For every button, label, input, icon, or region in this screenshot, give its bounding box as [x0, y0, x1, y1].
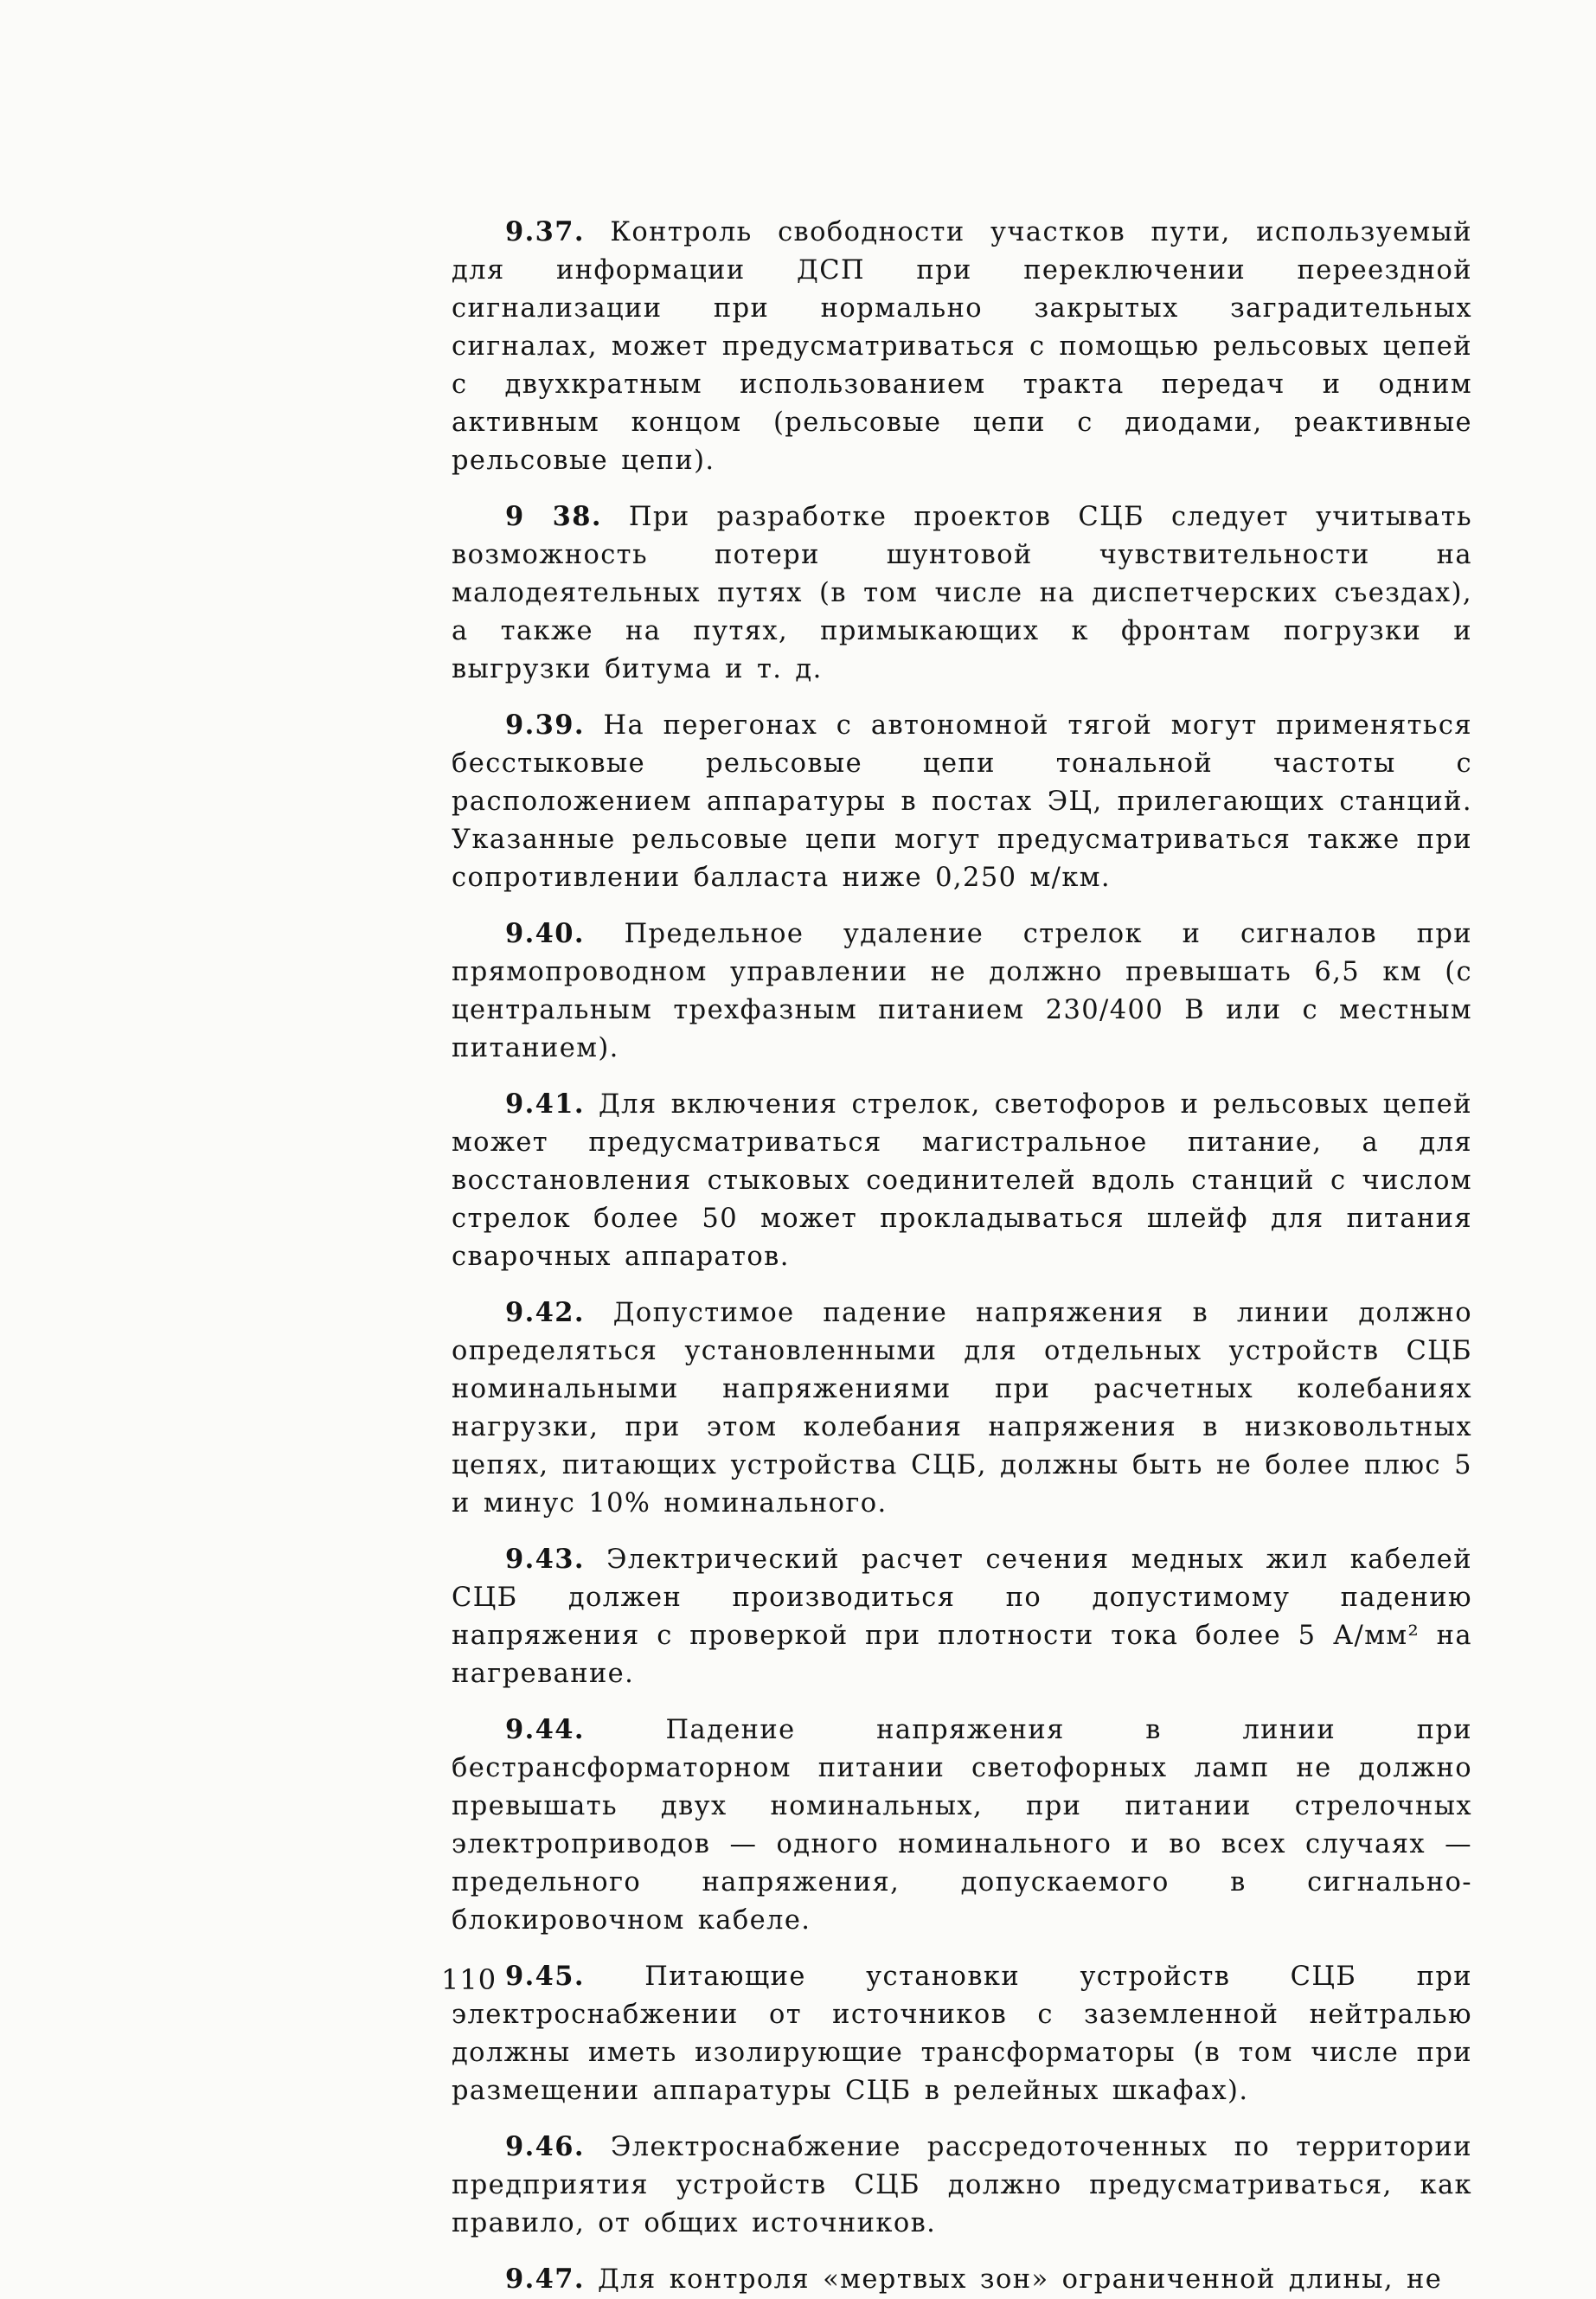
- page-number: 110: [441, 1963, 497, 1996]
- paragraph-9-42: [452, 1294, 1472, 1523]
- paragraph-number: 9.42.: [505, 1297, 585, 1328]
- paragraph-text: При разработке проектов СЦБ следует учитывать возможность потери шунтовой чувствительности на малодеятельных путях (в том числе на диспетчерских съездах), а также на путях, примыкающих к фронтам погрузки и выгрузки битума и т. д.: [452, 502, 1472, 684]
- paragraph-number: 9.47.: [505, 2264, 585, 2295]
- paragraph-9-46: [452, 2128, 1472, 2243]
- paragraph-text: Допустимое падение напряжения в линии должно определяться установленными для отдельных устройств СЦБ номинальными напряжениями при расчетных колебаниях нагрузки, при этом колебания напряжения в низковольтных цепях, питающих устройства СЦБ, должны быть не более плюс 5 и минус 10% номинального.: [452, 1298, 1472, 1519]
- paragraph-number: 9.39.: [505, 710, 585, 741]
- paragraph-9-40: [452, 915, 1472, 1068]
- paragraph-number: 9.40.: [505, 918, 585, 949]
- paragraph-9-39: [452, 706, 1472, 897]
- paragraph-text: Питающие установки устройств СЦБ при электроснабжении от источников с заземленной нейтралью должны иметь изолирующие трансформаторы (в том числе при размещении аппаратуры СЦБ в релейных шкафах).: [452, 1962, 1472, 2106]
- paragraph-number: 9.43.: [505, 1544, 585, 1575]
- paragraph-9-37: [452, 213, 1472, 480]
- paragraph-9-44: [452, 1711, 1472, 1940]
- paragraph-number: 9.41.: [505, 1088, 585, 1120]
- paragraph-9-38: [452, 498, 1472, 689]
- paragraph-text: На перегонах с автономной тягой могут применяться бесстыковые рельсовые цепи тональной частоты с расположением аппаратуры в постах ЭЦ, прилегающих станций. Указанные рельсовые цепи могут предусматриваться также при сопротивлении балласта ниже 0,250 м/км.: [452, 710, 1472, 893]
- paragraph-text: Электрический расчет сечения медных жил кабелей СЦБ должен производиться по допустимому падению напряжения с проверкой при плотности тока более 5 А/мм² на нагревание.: [452, 1544, 1472, 1689]
- paragraph-text: Предельное удаление стрелок и сигналов при прямопроводном управлении не должно превышать 6,5 км (с центральным трехфазным питанием 230/400 В или с местным питанием).: [452, 919, 1472, 1063]
- paragraph-number: 9.46.: [505, 2131, 585, 2162]
- paragraph-text: Электроснабжение рассредоточенных по территории предприятия устройств СЦБ должно предусматриваться, как правило, от общих источников.: [452, 2132, 1472, 2238]
- paragraph-text: Падение напряжения в линии при бестрансформаторном питании светофорных ламп не должно превышать двух номинальных, при питании стрелочных электроприводов — одного номинального и во всех случаях — предельного напряжения, допускаемого в сигнально-блокировочном кабеле.: [452, 1715, 1472, 1936]
- paragraph-9-47: [452, 2260, 1472, 2299]
- paragraph-number: 9.45.: [505, 1961, 585, 1992]
- paragraph-text: Для включения стрелок, светофоров и рельсовых цепей может предусматриваться магистральное питание, а для восстановления стыковых соединителей вдоль станций с числом стрелок более 50 может прокладываться шлейф для питания сварочных аппаратов.: [452, 1089, 1472, 1272]
- paragraph-9-45: [452, 1957, 1472, 2110]
- paragraph-number: 9 38.: [505, 501, 602, 532]
- paragraph-number: 9.44.: [505, 1714, 585, 1745]
- paragraph-text: Для контроля «мертвых зон» ограниченной длины, не: [598, 2264, 1443, 2295]
- paragraph-9-43: [452, 1540, 1472, 1693]
- paragraph-text: Контроль свободности участков пути, используемый для информации ДСП при переключении переездной сигнализации при нормально закрытых заградительных сигналах, может предусматриваться с помощью рельсовых цепей с двухкратным использованием тракта передач и одним активным концом (рельсовые цепи с диодами, реактивные рельсовые цепи).: [452, 217, 1472, 476]
- paragraph-9-41: [452, 1085, 1472, 1276]
- paragraph-number: 9.37.: [505, 216, 585, 247]
